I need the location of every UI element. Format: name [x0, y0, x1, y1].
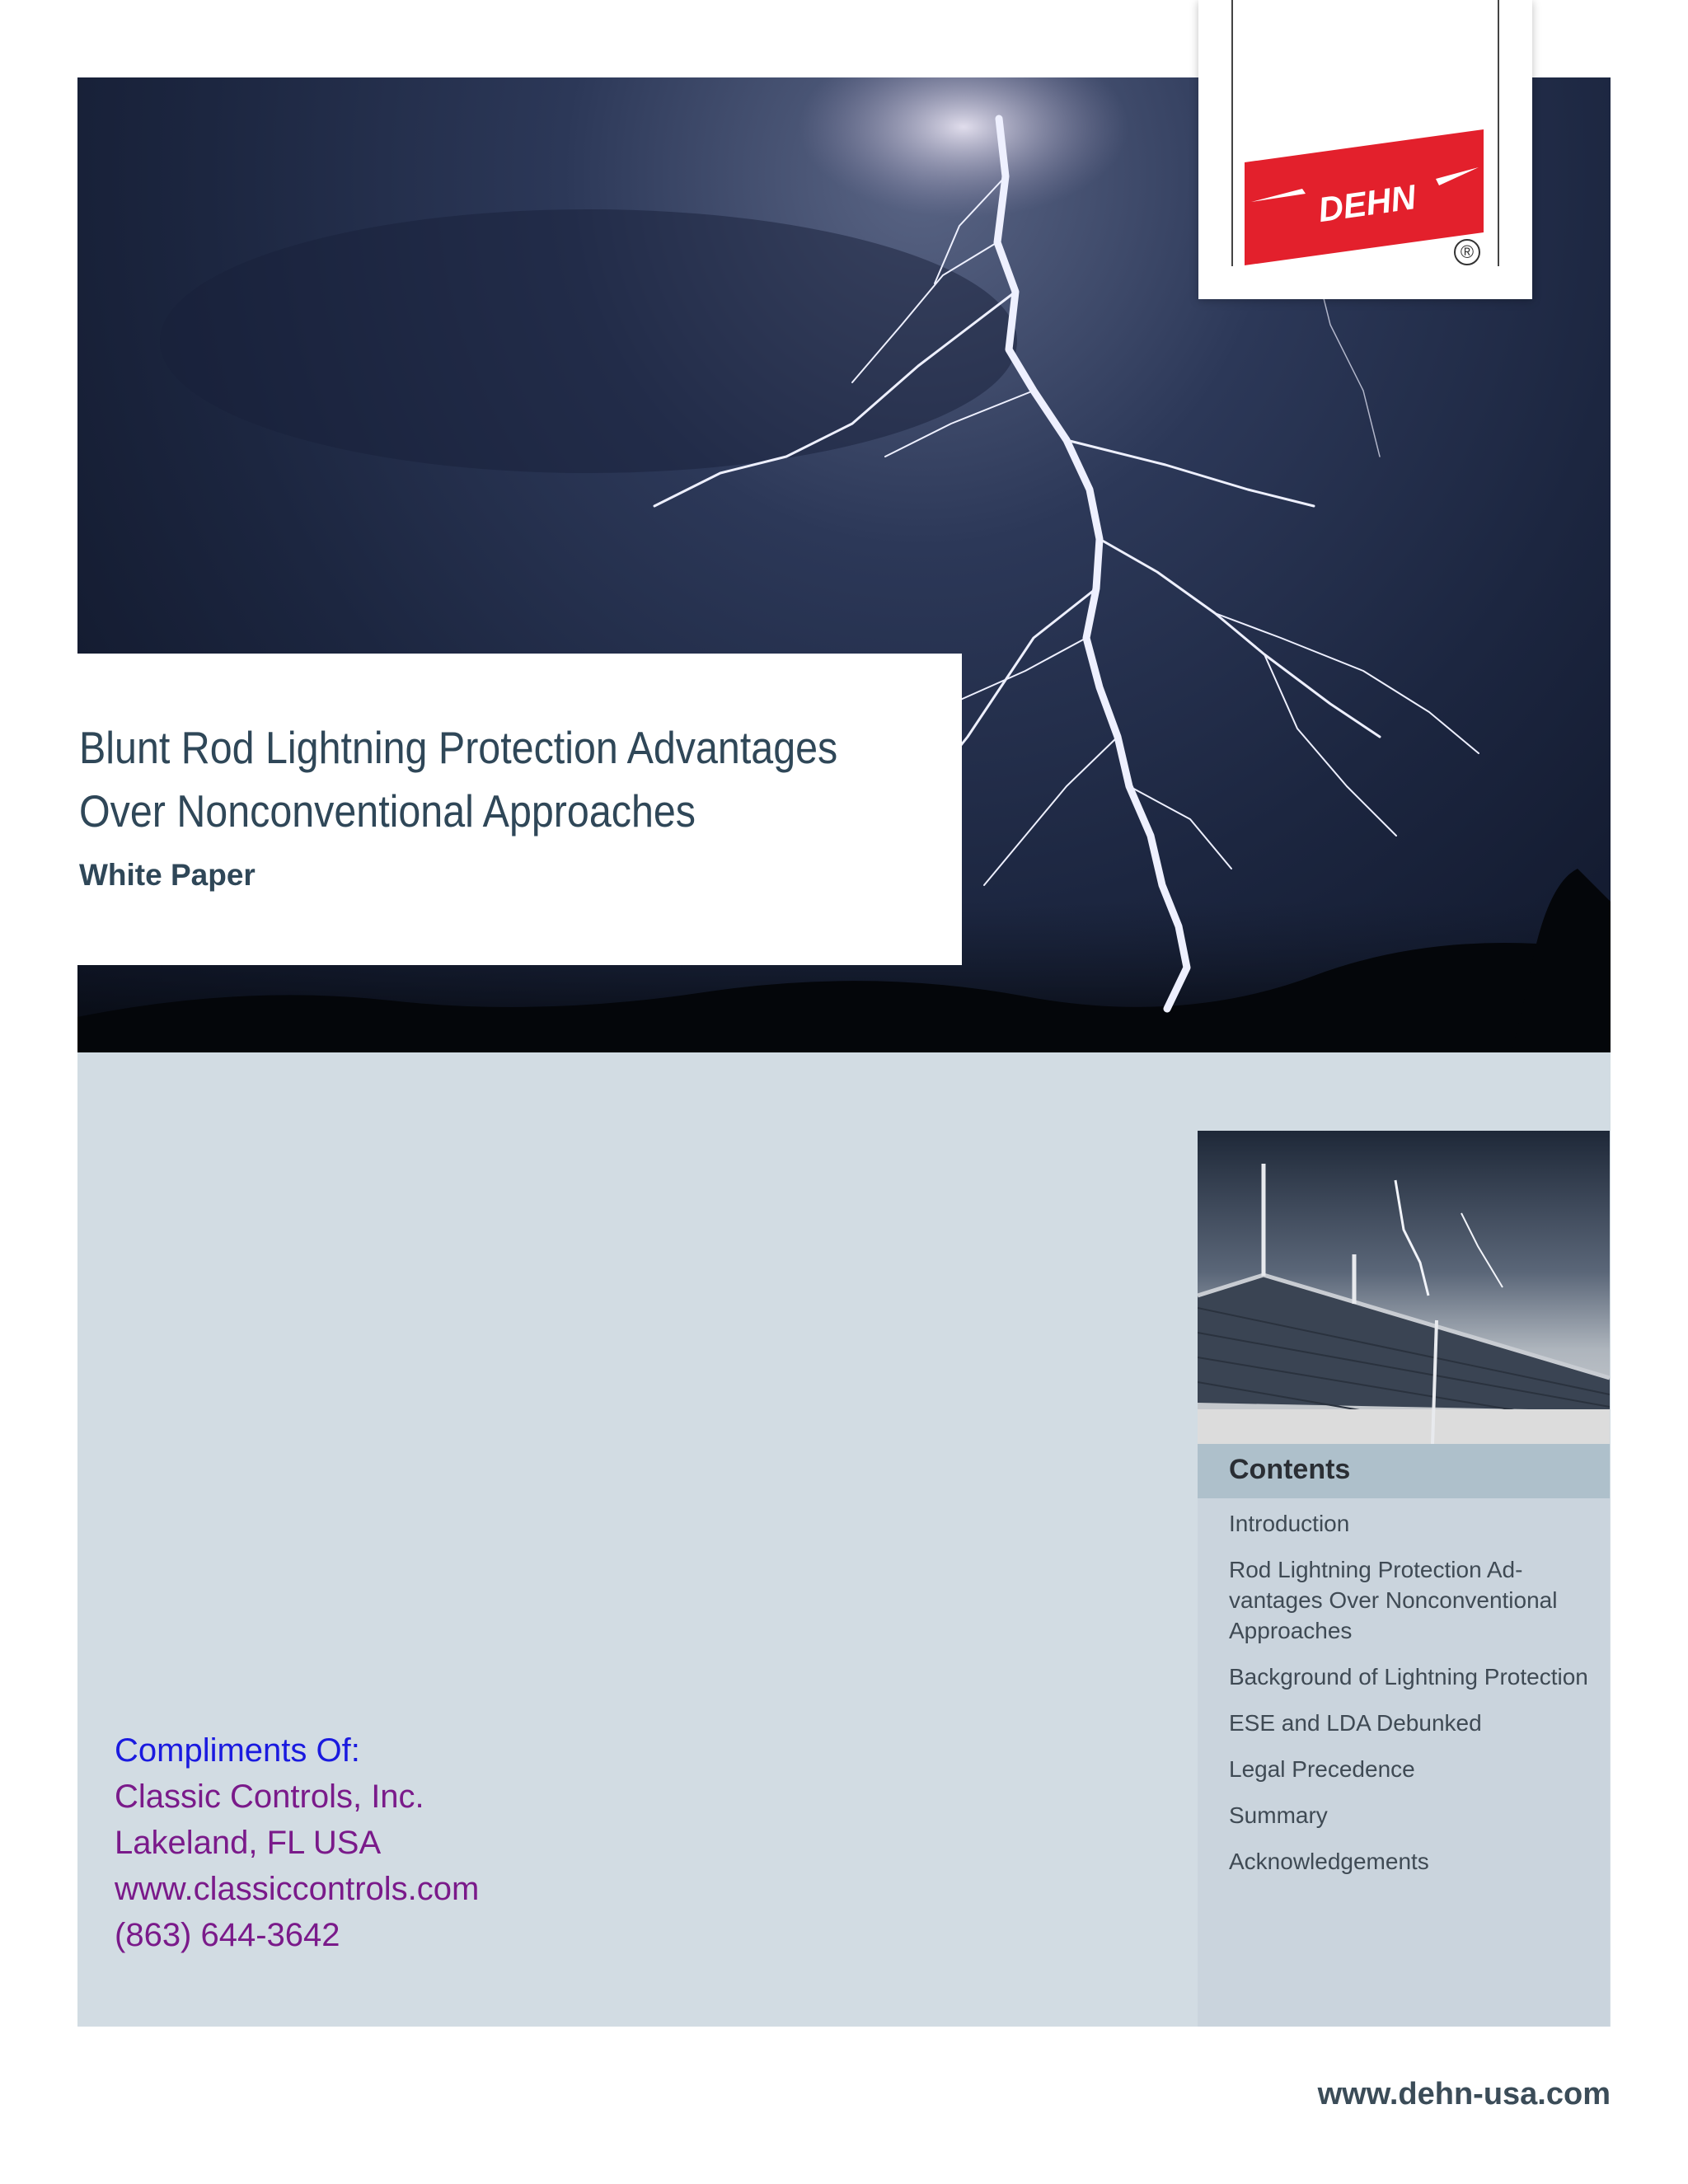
footer-url: www.dehn-usa.com	[1317, 2077, 1611, 2111]
document-title-line-1: Blunt Rod Lightning Protection Advantages	[79, 722, 838, 773]
document-title	[79, 716, 848, 843]
document-title-line-2: Over Nonconventional Approaches	[79, 785, 696, 837]
logo-wordmark: DEHN	[1315, 177, 1418, 230]
toc-item: Legal Precedence	[1229, 1756, 1415, 1782]
document-subtitle: White Paper	[79, 858, 256, 892]
toc-item: Acknowledgements	[1229, 1849, 1429, 1874]
logo-right-rule	[1498, 0, 1499, 266]
company-location: Lakeland, FL USA	[115, 1825, 382, 1861]
compliments-heading: Compliments Of:	[115, 1732, 360, 1769]
toc-item: Background of Lightning Protection	[1229, 1664, 1588, 1690]
contents-sidebar	[1198, 1131, 1610, 2027]
table-of-contents	[1229, 1508, 1596, 1892]
dehn-logo	[1198, 0, 1532, 299]
contents-heading: Contents	[1229, 1454, 1351, 1485]
title-card	[77, 654, 962, 965]
company-phone: (863) 644-3642	[115, 1917, 340, 1953]
toc-item: Summary	[1229, 1802, 1328, 1828]
toc-item: Introduction	[1229, 1511, 1350, 1536]
dehn-logo-mark	[1245, 129, 1484, 269]
logo-left-rule	[1231, 0, 1233, 266]
roof-illustration	[1198, 1131, 1610, 1444]
roof-lightning-rod-photo	[1198, 1131, 1610, 1444]
toc-item: ESE and LDA Debunked	[1229, 1710, 1482, 1736]
toc-item: Rod Lightning Protection Ad- vantages Over Nonconventional Approaches	[1229, 1557, 1558, 1643]
company-website: www.classiccontrols.com	[115, 1871, 480, 1907]
registered-mark: ®	[1454, 239, 1480, 265]
contents-header-bar	[1198, 1444, 1610, 1498]
company-name: Classic Controls, Inc.	[115, 1779, 424, 1815]
compliments-block	[115, 1727, 479, 1958]
